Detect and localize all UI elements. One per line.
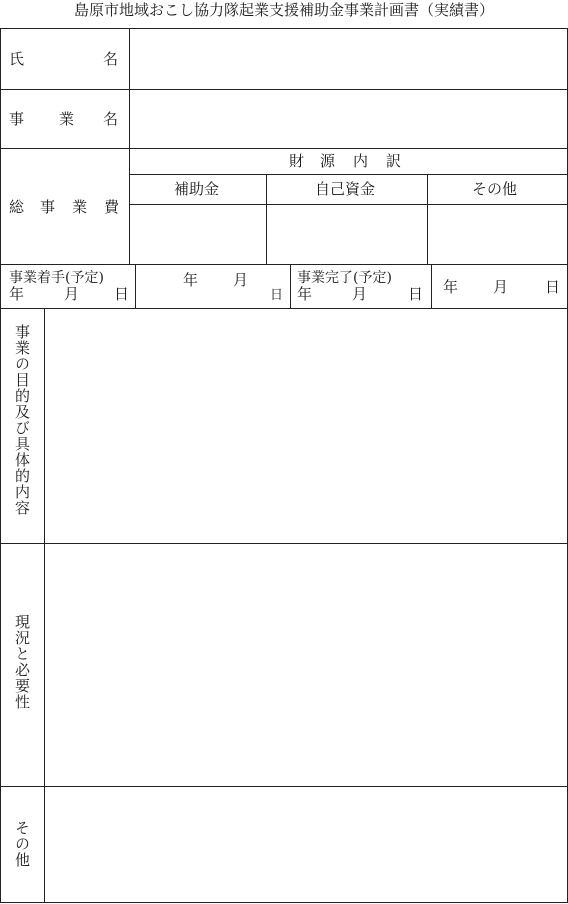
frame-top-line <box>0 28 567 29</box>
end-date-label: 事業完了(予定) <box>297 270 392 286</box>
other-funds-column-header: その他 <box>472 180 518 198</box>
project-label-part-3: 名 <box>103 110 119 128</box>
end-month-unit: 月 <box>352 285 368 303</box>
project-label-part-2: 業 <box>59 110 75 128</box>
purpose-vertical-label: 事業の目的及び具体的内容 <box>13 324 31 516</box>
other-vertical-label: その他 <box>13 820 31 868</box>
total-cost-label-part-4: 費 <box>104 198 120 216</box>
end-date-month: 月 <box>493 278 509 296</box>
frame-left-line <box>0 28 1 903</box>
end-year-unit: 年 <box>297 285 313 303</box>
start-day-unit: 日 <box>114 285 130 303</box>
purpose-input-area[interactable] <box>46 310 566 542</box>
vertical-label-column-line <box>44 308 45 903</box>
row-divider-dates <box>0 308 567 309</box>
dates-divider-1 <box>135 264 136 308</box>
start-date-day: 日 <box>270 288 284 303</box>
total-cost-label-part-3: 業 <box>72 198 88 216</box>
breakdown-label-part-3: 内 <box>353 152 369 170</box>
dates-divider-2 <box>290 264 291 308</box>
row-divider-project <box>0 148 567 149</box>
breakdown-label-part-2: 源 <box>320 152 336 170</box>
subsidy-column-header: 補助金 <box>174 180 220 198</box>
start-month-unit: 月 <box>64 285 80 303</box>
row-divider-status <box>0 786 567 787</box>
status-vertical-label: 現況と必要性 <box>13 614 31 710</box>
subsidy-amount-cell[interactable] <box>131 206 265 263</box>
row-divider-purpose <box>0 543 567 544</box>
own-funds-column-header: 自己資金 <box>315 180 376 198</box>
row-divider-total <box>0 264 567 265</box>
end-date-day: 日 <box>545 278 561 296</box>
total-cost-label-part-2: 事 <box>40 198 56 216</box>
columns-header-line <box>129 204 567 205</box>
label-column-line <box>129 28 130 264</box>
end-day-unit: 日 <box>408 285 424 303</box>
other-funds-amount-cell[interactable] <box>429 206 566 263</box>
name-label-part-1: 氏 <box>9 50 25 68</box>
column-divider-1 <box>266 174 267 264</box>
document-title: 島原市地域おこし協力隊起業支援補助金事業計画書（実績書） <box>73 1 494 19</box>
start-date-label: 事業着手(予定) <box>9 270 104 286</box>
start-date-year: 年 <box>183 271 199 289</box>
status-input-area[interactable] <box>46 545 566 785</box>
frame-bottom-line <box>0 902 567 903</box>
project-label-part-1: 事 <box>9 110 25 128</box>
row-divider-name <box>0 89 567 90</box>
total-cost-label-part-1: 総 <box>9 198 25 216</box>
name-label-part-2: 名 <box>103 50 119 68</box>
start-date-month: 月 <box>233 271 249 289</box>
dates-divider-3 <box>431 264 432 308</box>
start-year-unit: 年 <box>9 285 25 303</box>
column-divider-2 <box>427 174 428 264</box>
breakdown-header-line <box>129 174 567 175</box>
end-date-year: 年 <box>443 278 459 296</box>
project-name-input-area[interactable] <box>131 91 565 147</box>
other-input-area[interactable] <box>46 788 566 901</box>
own-funds-amount-cell[interactable] <box>268 206 426 263</box>
breakdown-label-part-1: 財 <box>289 152 305 170</box>
breakdown-label-part-4: 訳 <box>386 152 402 170</box>
name-input-area[interactable] <box>131 30 565 88</box>
